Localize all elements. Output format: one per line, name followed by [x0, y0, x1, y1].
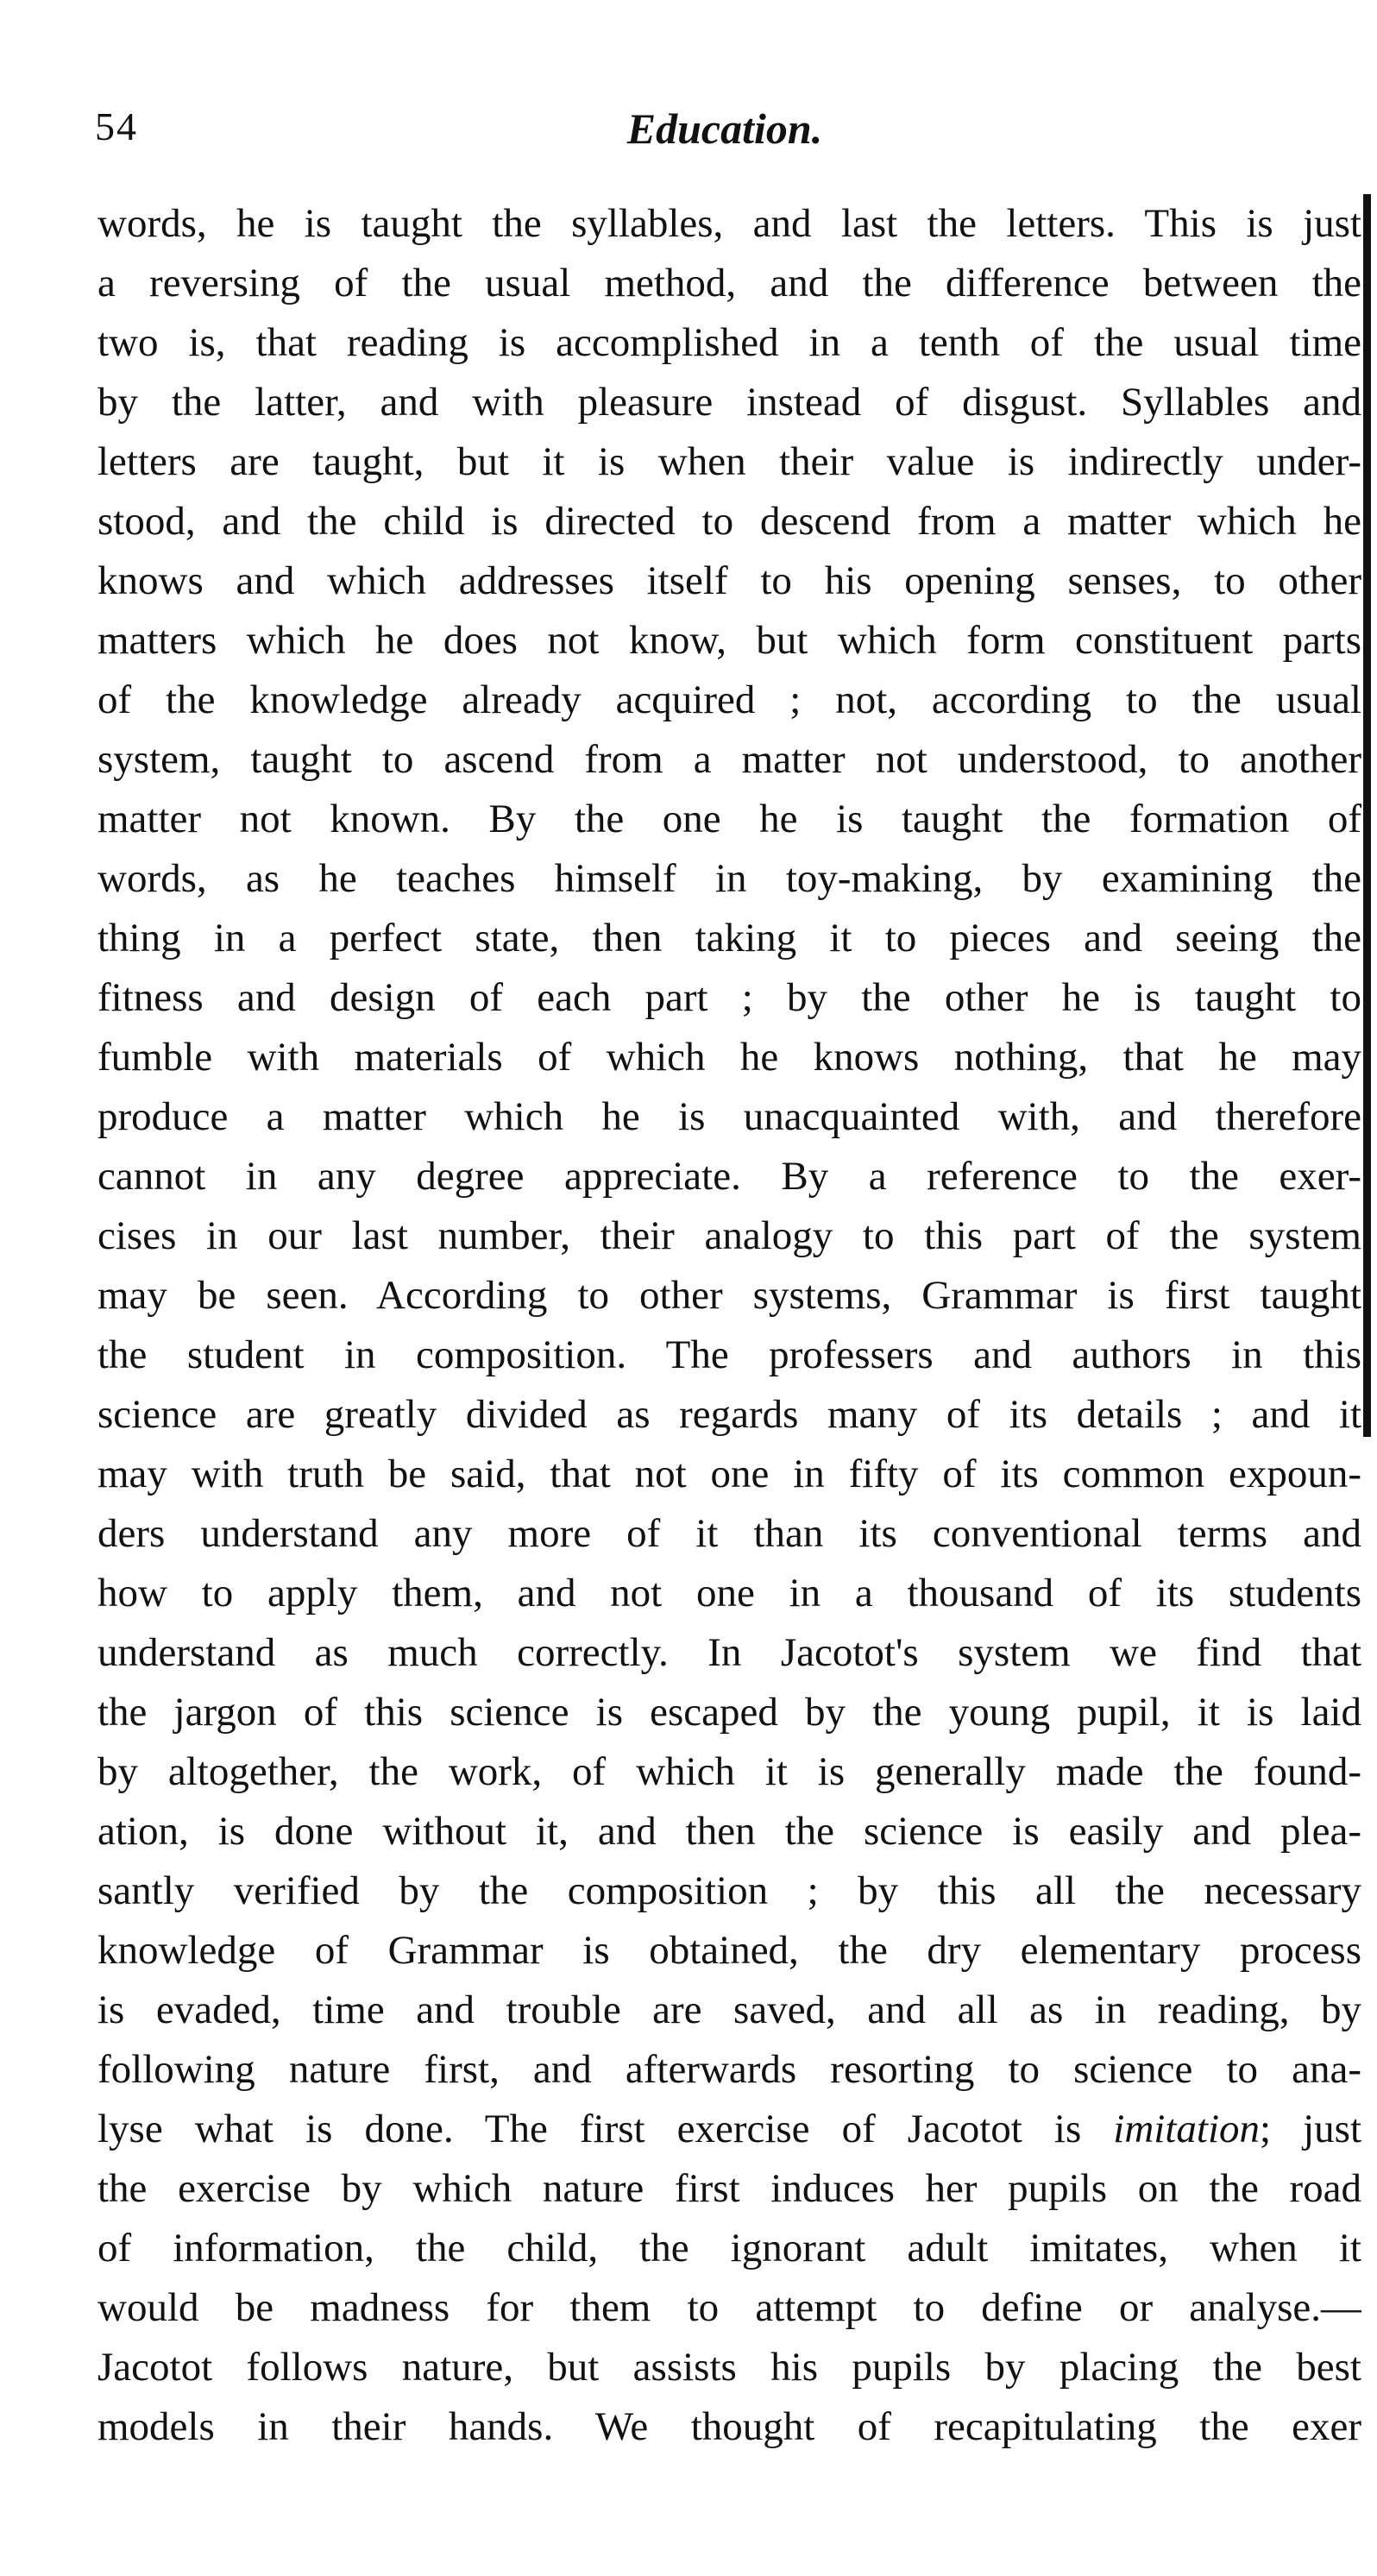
text-line: matters which he does not know, but which form constituent parts: [97, 618, 1361, 663]
text-line: how to apply them, and not one in a thousand of its students: [97, 1571, 1361, 1616]
text-line: system, taught to ascend from a matter not understood, to another: [97, 737, 1361, 782]
body-text: [97, 194, 1361, 2457]
text-line: may with truth be said, that not one in fifty of its common expoun-: [97, 1452, 1361, 1496]
text-line: science are greatly divided as regards many of its details ; and it: [97, 1392, 1361, 1437]
text-line: two is, that reading is accomplished in a tenth of the usual time: [97, 320, 1361, 365]
text-line: ation, is done without it, and then the science is easily and plea-: [97, 1809, 1361, 1854]
text-line: models in their hands. We thought of recapitulating the exer: [97, 2404, 1361, 2449]
text-line: ders understand any more of it than its conventional terms and: [97, 1511, 1361, 1556]
text-line: may be seen. According to other systems, Grammar is first taught: [97, 1273, 1361, 1318]
margin-binding-line: [1363, 194, 1371, 1437]
text-line: cises in our last number, their analogy to this part of the system: [97, 1213, 1361, 1258]
text-line: the exercise by which nature first induces her pupils on the road: [97, 2166, 1361, 2211]
text-line: is evaded, time and trouble are saved, and all as in reading, by: [97, 1987, 1361, 2032]
text-line: knows and which addresses itself to his opening senses, to other: [97, 558, 1361, 603]
text-line: would be madness for them to attempt to define or analyse.—: [97, 2285, 1361, 2330]
text-line: following nature first, and afterwards resorting to science to ana-: [97, 2047, 1361, 2092]
text-line: produce a matter which he is unacquainted with, and therefore: [97, 1094, 1361, 1139]
text-line: stood, and the child is directed to descend from a matter which he: [97, 499, 1361, 544]
italic-word: imitation: [1113, 2107, 1261, 2151]
text-line: the jargon of this science is escaped by the young pupil, it is laid: [97, 1690, 1361, 1735]
text-line: Jacotot follows nature, but assists his pupils by placing the best: [97, 2345, 1361, 2390]
running-title: Education.: [626, 104, 823, 153]
text-line: fumble with materials of which he knows nothing, that he may: [97, 1035, 1361, 1080]
line-text: lyse what is done. The first exercise of Jacotot is: [97, 2107, 1082, 2151]
text-line: understand as much correctly. In Jacotot's system we find that: [97, 1630, 1361, 1675]
text-line: a reversing of the usual method, and the difference between the: [97, 261, 1361, 305]
text-line: letters are taught, but it is when their value is indirectly under-: [97, 439, 1361, 484]
text-line-with-italic: [97, 2100, 1361, 2159]
text-line: matter not known. By the one he is taught the formation of: [97, 797, 1361, 841]
text-line: words, he is taught the syllables, and last the letters. This is just: [97, 201, 1361, 246]
page-header: [95, 104, 1355, 164]
text-line: by altogether, the work, of which it is generally made the found-: [97, 1749, 1361, 1794]
text-line: cannot in any degree appreciate. By a reference to the exer-: [97, 1154, 1361, 1199]
text-line: words, as he teaches himself in toy-making, by examining the: [97, 856, 1361, 901]
text-line: santly verified by the composition ; by this all the necessary: [97, 1868, 1361, 1913]
text-line: the student in composition. The professers and authors in this: [97, 1332, 1361, 1377]
text-line: knowledge of Grammar is obtained, the dry elementary process: [97, 1928, 1361, 1973]
text-line: of information, the child, the ignorant adult imitates, when it: [97, 2226, 1361, 2271]
line-text-tail: ; just: [1260, 2107, 1361, 2151]
page-number: 54: [95, 104, 138, 148]
text-line: of the knowledge already acquired ; not, according to the usual: [97, 677, 1361, 722]
text-line: fitness and design of each part ; by the other he is taught to: [97, 975, 1361, 1020]
text-line: thing in a perfect state, then taking it to pieces and seeing the: [97, 916, 1361, 960]
text-line: by the latter, and with pleasure instead of disgust. Syllables and: [97, 380, 1361, 425]
